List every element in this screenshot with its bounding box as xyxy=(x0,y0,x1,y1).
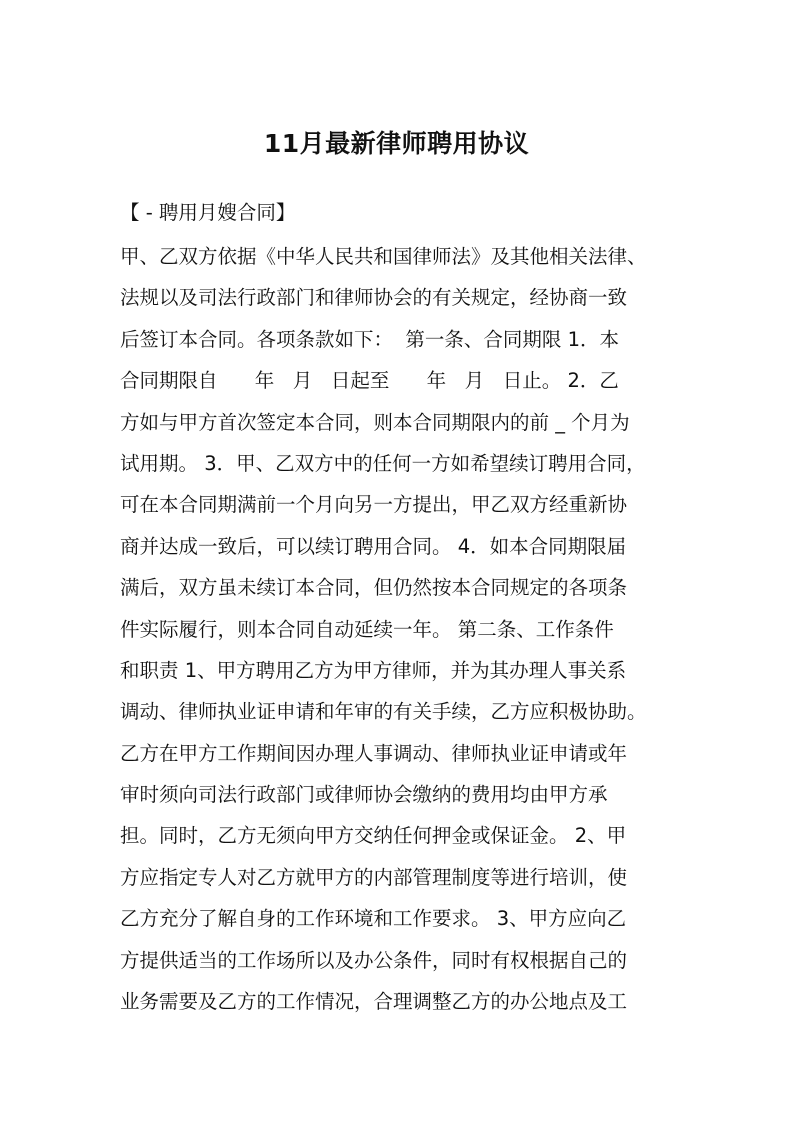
section-heading: 【 - 聘用月嫂合同】 xyxy=(120,201,296,224)
body-line: 乙方在甲方工作期间因办理人事调动、律师执业证申请或年 xyxy=(120,741,628,765)
body-line: 满后，双方虽未续订本合同，但仍然按本合同规定的各项条 xyxy=(120,576,628,600)
body-line: 业务需要及乙方的工作情况，合理调整乙方的办公地点及工 xyxy=(120,990,628,1014)
body-line: 方应指定专人对乙方就甲方的内部管理制度等进行培训，使 xyxy=(120,865,628,889)
body-line: 甲、乙双方依据《中华人民共和国律师法》及其他相关法律、 xyxy=(120,245,647,268)
body-line: 件实际履行，则本合同自动延续一年。 第二条、工作条件 xyxy=(120,617,614,641)
document-title: 11月最新律师聘用协议 xyxy=(263,129,530,158)
body-line: 乙方充分了解自身的工作环境和工作要求。 3、甲方应向乙 xyxy=(120,907,627,931)
body-line: 合同期限自 年 月 日起至 年 月 日止。 2．乙 xyxy=(120,369,619,393)
body-line: 法规以及司法行政部门和律师协会的有关规定，经协商一致 xyxy=(120,286,628,310)
body-line: 和职责 1、甲方聘用乙方为甲方律师，并为其办理人事关系 xyxy=(120,658,627,682)
body-line: 可在本合同期满前一个月向另一方提出，甲乙双方经重新协 xyxy=(120,493,628,517)
body-line: 调动、律师执业证申请和年审的有关手续，乙方应积极协助。 xyxy=(120,700,647,724)
body-line: 商并达成一致后，可以续订聘用合同。 4．如本合同期限届 xyxy=(120,534,627,558)
body-line: 方如与甲方首次签定本合同，则本合同期限内的前 _ 个月为 xyxy=(120,410,630,434)
body-line: 后签订本合同。各项条款如下： 第一条、合同期限 1．本 xyxy=(120,327,620,351)
body-line: 审时须向司法行政部门或律师协会缴纳的费用均由甲方承 xyxy=(120,783,608,807)
document-body xyxy=(120,236,680,1022)
body-line: 试用期。 3．甲、乙双方中的任何一方如希望续订聘用合同， xyxy=(120,451,646,475)
body-line: 担。同时，乙方无须向甲方交纳任何押金或保证金。 2、甲 xyxy=(120,824,627,848)
body-line: 方提供适当的工作场所以及办公条件，同时有权根据自己的 xyxy=(120,948,628,972)
